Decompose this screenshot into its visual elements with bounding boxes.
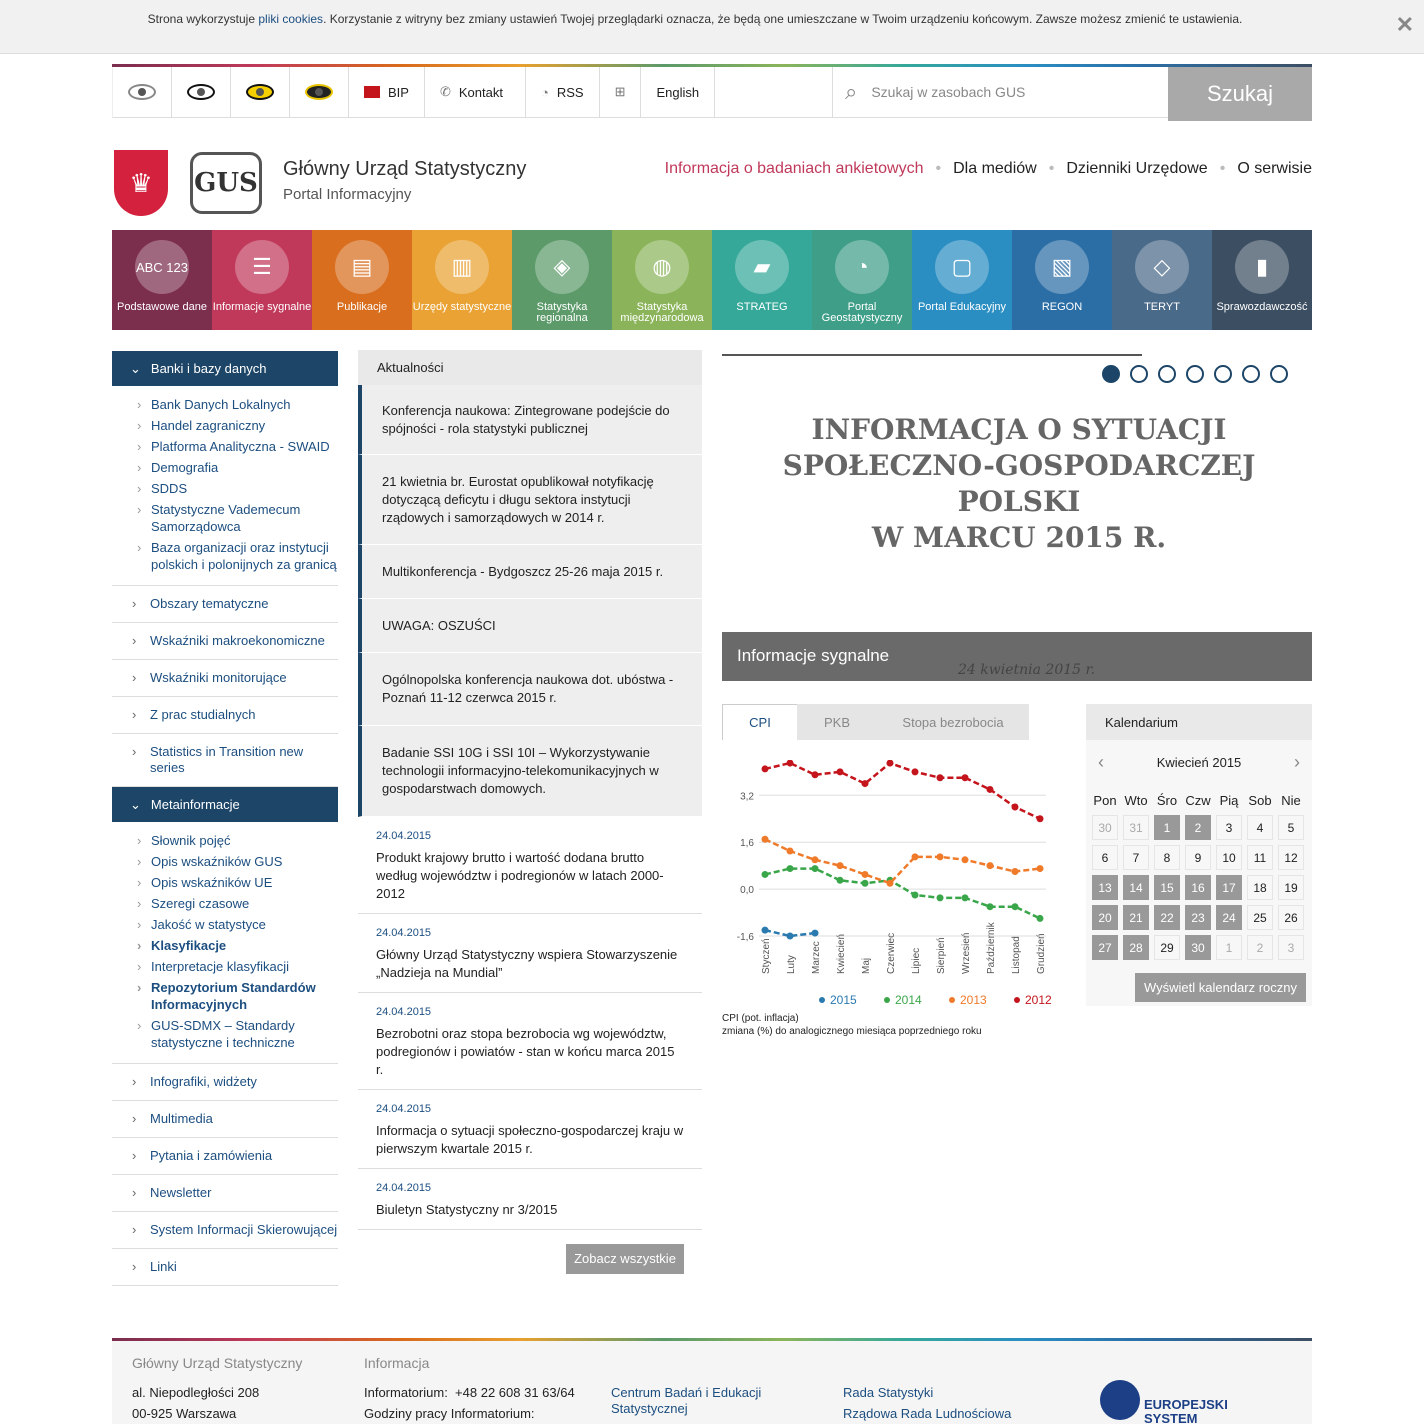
tile-icon: ▢ (935, 240, 989, 294)
calendar-day[interactable]: 16 (1185, 875, 1211, 900)
data-point (862, 880, 869, 887)
sidebar-link[interactable]: › Repozytorium Standardów Informacyjnych (137, 977, 338, 1015)
calendar-dayname: Śro (1156, 792, 1178, 808)
sidebar-link[interactable]: › Handel zagraniczny (137, 415, 338, 436)
top-nav: Informacja o badaniach ankietowych • Dla mediów • Dzienniki Urzędowe • O serwisie (664, 160, 1312, 177)
featured-news-item[interactable]: Ogólnopolska konferencja naukowa dot. ubóstwa - Poznań 11-12 czerwca 2015 r. (358, 653, 702, 726)
news-title: Informacja o sytuacji społeczno-gospodarczej kraju w pierwszym kwartale 2015 r. (376, 1123, 684, 1156)
calendar-day[interactable]: 21 (1123, 905, 1149, 930)
tile-6[interactable] (712, 230, 812, 330)
footer-info: Informacja (364, 1355, 430, 1371)
gus-logo[interactable]: GUS (190, 152, 262, 214)
data-point (962, 894, 969, 901)
sidebar-link[interactable]: › Klasyfikacje (137, 935, 338, 956)
nav-o-serwisie[interactable]: O serwisie (1237, 160, 1312, 177)
eye-icon (305, 84, 333, 100)
data-point (812, 771, 819, 778)
tile-0[interactable] (112, 230, 212, 330)
slider-dot[interactable] (1242, 365, 1260, 383)
footer-address: al. Niepodległości 208 (132, 1385, 260, 1400)
calendar-day[interactable]: 15 (1154, 875, 1180, 900)
sidebar-link[interactable]: › Jakość w statystyce (137, 914, 338, 935)
eu-stars-icon (1100, 1380, 1140, 1420)
news-title: Bezrobotni oraz stopa bezrobocia wg województw, podregionów i powiatów - stan w końcu marca 2015 r. (376, 1026, 675, 1077)
calendar-day: 8 (1154, 845, 1180, 870)
data-point (1037, 915, 1044, 922)
chevron-down-icon: ⌄ (130, 360, 141, 376)
news-item[interactable] (358, 817, 702, 914)
sidebar-link[interactable]: › Słownik pojęć (137, 830, 338, 851)
tile-icon: ◔ (835, 240, 889, 294)
data-point (812, 930, 819, 937)
calendar-day[interactable]: 17 (1216, 875, 1242, 900)
banki-list (112, 386, 338, 586)
calendar-day[interactable]: 23 (1185, 905, 1211, 930)
search-button[interactable]: Szukaj (1168, 67, 1312, 121)
featured-news-item[interactable]: Multikonferencja - Bydgoszcz 25-26 maja 2015 r. (358, 545, 702, 599)
site-subtitle: Portal Informacyjny (283, 186, 412, 203)
featured-news-item[interactable]: UWAGA: OSZUŚCI (358, 599, 702, 653)
sidebar-item[interactable]: › Wskaźniki monitorujące (112, 660, 338, 697)
next-month-icon[interactable]: › (1294, 752, 1300, 772)
indicator-tabs (722, 704, 1029, 740)
y-tick-label: 0,0 (740, 885, 754, 897)
sidebar-section-banki[interactable]: ⌄ Banki i bazy danych (112, 351, 338, 386)
cookie-bar (0, 0, 1424, 54)
eagle-emblem-icon[interactable]: ♛ (114, 150, 168, 216)
x-tick-label: Styczeń (761, 938, 772, 974)
slide-headline[interactable]: INFORMACJA O SYTUACJI SPOŁECZNO-GOSPODARCZEJ POLSKI W MARCU 2015 R. (782, 413, 1256, 554)
data-point (937, 894, 944, 901)
data-point (812, 856, 819, 863)
sidebar-link[interactable]: › SDDS (137, 478, 338, 499)
sidebar-item[interactable]: › Pytania i zamówienia (112, 1138, 338, 1175)
sidebar-item[interactable]: › Wskaźniki makroekonomiczne (112, 623, 338, 660)
news-item[interactable] (358, 1169, 702, 1230)
news-title: Biuletyn Statystyczny nr 3/2015 (376, 1202, 558, 1217)
tile-label: Urzędy statystyczne (412, 301, 512, 313)
calendar-dayname: Pon (1093, 792, 1117, 808)
calendar-day[interactable]: 2 (1185, 815, 1211, 840)
sidebar-item[interactable]: › Statistics in Transition new series (112, 734, 338, 787)
slider-dots (1102, 365, 1288, 383)
footer-hours: Godziny pracy Informatorium: (364, 1406, 535, 1421)
sidebar-item[interactable]: › Newsletter (112, 1175, 338, 1212)
see-all-button[interactable]: Zobacz wszystkie (566, 1244, 684, 1274)
sidebar-link[interactable]: › Opis wskaźników GUS (137, 851, 338, 872)
data-point (837, 862, 844, 869)
data-point (987, 862, 994, 869)
data-point (762, 927, 769, 934)
calendar-month: Kwiecień 2015 (1156, 755, 1242, 770)
chevron-down-icon: ⌄ (130, 796, 141, 812)
calendar-day[interactable]: 14 (1123, 875, 1149, 900)
tile-label: Sprawozdawczość (1216, 301, 1308, 313)
calendar-dayname: Sob (1248, 792, 1272, 808)
data-point (787, 865, 794, 872)
x-tick-label: Marzec (811, 941, 822, 974)
data-point (812, 865, 819, 872)
slider-dot[interactable] (1186, 365, 1204, 383)
legend-marker (949, 997, 955, 1003)
cookies-link[interactable]: pliki cookies (258, 12, 324, 26)
tile-label: REGON (1041, 301, 1083, 313)
data-point (762, 871, 769, 878)
data-point (837, 877, 844, 884)
data-point (912, 891, 919, 898)
sidebar-item[interactable]: › Linki (112, 1249, 338, 1286)
calendar-day[interactable]: 22 (1154, 905, 1180, 930)
news-date: 24.04.2015 (376, 927, 432, 939)
news-date: 24.04.2015 (376, 1103, 432, 1115)
calendar-day: 6 (1092, 845, 1118, 870)
sidebar-item[interactable]: › System Informacji Skierowującej (112, 1212, 338, 1249)
tile-label: STRATEG (736, 301, 788, 313)
x-tick-label: Sierpień (936, 937, 947, 974)
calendar-day: 2 (1247, 935, 1273, 960)
data-point (987, 903, 994, 910)
calendar-day: 1 (1216, 935, 1242, 960)
sidebar-link[interactable]: › Platforma Analityczna - SWAID (137, 436, 338, 457)
tile-icon: ◇ (1135, 240, 1189, 294)
rss-icon: ◔ (540, 84, 549, 100)
footer-link-rada[interactable]: Rada Statystyki (843, 1385, 934, 1400)
x-tick-label: Luty (786, 955, 797, 974)
contrast-default-button[interactable] (113, 67, 172, 117)
cpi-chart-svg (722, 760, 1072, 1010)
tile-label: Portal Geostatystyczny (821, 301, 903, 324)
tile-label: Statystyka międzynarodowa (620, 301, 704, 324)
calendar-day[interactable]: 13 (1092, 875, 1118, 900)
data-point (1037, 815, 1044, 822)
sidebar-link[interactable]: › Statystyczne Vademecum Samorządowca (137, 499, 338, 537)
legend-label: 2015 (830, 993, 857, 1007)
tile-icon: ◍ (635, 240, 689, 294)
series-line-2014 (765, 869, 1040, 919)
data-point (1012, 903, 1019, 910)
calendar-day[interactable]: 27 (1092, 935, 1118, 960)
calendar-day: 9 (1185, 845, 1211, 870)
calendar-day[interactable]: 24 (1216, 905, 1242, 930)
featured-news-item[interactable]: Badanie SSI 10G i SSI 10I – Wykorzystywanie technologii informacyjno-telekomunikacyjnych w gospodarstwach domowych. (358, 726, 702, 817)
tile-8[interactable] (912, 230, 1012, 330)
top-toolbar (112, 64, 1312, 118)
data-point (887, 880, 894, 887)
eye-icon (246, 84, 274, 100)
tile-icon: ▧ (1035, 240, 1089, 294)
footer-link-rrl[interactable]: Rządowa Rada Ludnościowa (843, 1406, 1012, 1421)
sitemap-link[interactable] (600, 67, 642, 117)
calendar-day: 31 (1123, 815, 1149, 840)
data-point (912, 853, 919, 860)
calendar-day[interactable]: 28 (1123, 935, 1149, 960)
data-point (962, 774, 969, 781)
contrast-black-yellow-button[interactable] (290, 67, 349, 117)
legend-label: 2014 (895, 993, 922, 1007)
sidebar-item[interactable]: › Infografiki, widżety (112, 1064, 338, 1101)
category-tiles (112, 230, 1312, 330)
tab-pkb[interactable]: PKB (797, 704, 877, 740)
series-line-2013 (765, 839, 1040, 883)
x-tick-label: Październik (986, 922, 997, 974)
news-header: Aktualności (358, 350, 702, 385)
calendar-day: 3 (1278, 935, 1304, 960)
sidebar-link[interactable]: › Baza organizacji oraz instytucji polskich i polonijnych za granicą (137, 537, 338, 575)
tile-label: Portal Edukacyjny (917, 301, 1007, 313)
calendar-day: 12 (1278, 845, 1304, 870)
news-title: Produkt krajowy brutto i wartość dodana brutto według województw i podregionów w latach 2000-2012 (376, 850, 664, 901)
cpi-chart (722, 760, 1072, 1045)
ess-logo-text[interactable]: EUROPEJSKI SYSTEM (1144, 1397, 1228, 1426)
tile-1[interactable] (212, 230, 312, 330)
footer-phone: Informatorium: +48 22 608 31 63/64 (364, 1385, 575, 1400)
search-input[interactable]: ⌕ Szukaj w zasobach GUS (832, 67, 1168, 118)
signal-banner[interactable]: Informacje sygnalne 24 kwietnia 2015 r. (722, 632, 1312, 681)
tab-cpi[interactable]: CPI (722, 704, 797, 740)
phone-icon: ✆ (439, 84, 451, 99)
prev-month-icon[interactable]: ‹ (1098, 752, 1104, 772)
sitemap-icon: ⊞ (614, 84, 626, 99)
calendar-day: 3 (1216, 815, 1242, 840)
sidebar (112, 351, 338, 1286)
data-point (762, 836, 769, 843)
x-tick-label: Kwiecień (836, 933, 847, 974)
data-point (1012, 868, 1019, 875)
data-point (862, 871, 869, 878)
calendar-day[interactable]: 20 (1092, 905, 1118, 930)
calendar-day[interactable]: 30 (1185, 935, 1211, 960)
sidebar-link[interactable]: › Opis wskaźników UE (137, 872, 338, 893)
tile-icon: ▤ (335, 240, 389, 294)
x-tick-label: Maj (861, 957, 872, 974)
calendar (1086, 704, 1312, 1006)
calendar-grid (1087, 785, 1309, 965)
sidebar-link[interactable]: › Interpretacje klasyfikacji (137, 956, 338, 977)
data-point (912, 768, 919, 775)
search-icon: ⌕ (845, 79, 858, 104)
legend-marker (1014, 997, 1020, 1003)
slider-dot[interactable] (1270, 365, 1288, 383)
featured-news-item[interactable]: Konferencja naukowa: Zintegrowane podejście do spójności - rola statystyki publicznej (358, 385, 702, 455)
calendar-day[interactable]: 1 (1154, 815, 1180, 840)
calendar-header: Kalendarium (1086, 704, 1312, 740)
x-tick-label: Czerwiec (886, 932, 897, 974)
legend-label: 2013 (960, 993, 987, 1007)
slider-dot[interactable] (1130, 365, 1148, 383)
calendar-day: 25 (1247, 905, 1273, 930)
news-date: 24.04.2015 (376, 830, 432, 842)
footer-org: Główny Urząd Statystyczny (132, 1355, 303, 1371)
sidebar-item[interactable]: › Obszary tematyczne (112, 586, 338, 623)
header (112, 150, 1312, 216)
x-tick-label: Wrzesień (961, 932, 972, 974)
news-date: 24.04.2015 (376, 1006, 432, 1018)
slider-dot[interactable] (1158, 365, 1176, 383)
news-item[interactable] (358, 1090, 702, 1169)
sidebar-link[interactable]: › Demografia (137, 457, 338, 478)
data-point (987, 786, 994, 793)
tile-7[interactable] (812, 230, 912, 330)
legend-label: 2012 (1025, 993, 1052, 1007)
tile-icon: ☰ (235, 240, 289, 294)
sidebar-item[interactable]: › Z prac studialnych (112, 697, 338, 734)
contrast-yellow-black-button[interactable] (231, 67, 290, 117)
y-tick-label: 3,2 (740, 791, 754, 803)
year-calendar-button[interactable]: Wyświetl kalendarz roczny (1135, 973, 1306, 1002)
data-point (762, 765, 769, 772)
calendar-day: 10 (1216, 845, 1242, 870)
calendar-dayname: Nie (1281, 792, 1301, 808)
data-point (887, 760, 894, 767)
sidebar-link[interactable]: › GUS-SDMX – Standardy statystyczne i techniczne (137, 1015, 338, 1053)
calendar-day: 18 (1247, 875, 1273, 900)
rss-link[interactable]: ◔ RSS (526, 67, 600, 117)
contrast-black-button[interactable] (172, 67, 231, 117)
english-link[interactable]: English (641, 67, 715, 117)
close-icon[interactable]: ✕ (1395, 12, 1414, 37)
tile-5[interactable] (612, 230, 712, 330)
calendar-day: 7 (1123, 845, 1149, 870)
nav-ankiety[interactable]: Informacja o badaniach ankietowych (664, 160, 924, 177)
calendar-day: 29 (1154, 935, 1180, 960)
slider-dot[interactable] (1214, 365, 1232, 383)
calendar-dayname: Wto (1124, 792, 1148, 808)
footer-city: 00-925 Warszawa (132, 1406, 237, 1421)
eye-icon (128, 84, 156, 100)
kontakt-link[interactable]: ✆ Kontakt (425, 67, 526, 117)
tile-3[interactable] (412, 230, 512, 330)
site-title[interactable]: Główny Urząd Statystyczny (283, 158, 527, 180)
calendar-day: 26 (1278, 905, 1304, 930)
nav-media[interactable]: Dla mediów (953, 160, 1037, 177)
data-point (862, 780, 869, 787)
calendar-dayname: Pią (1219, 792, 1239, 808)
data-point (1012, 804, 1019, 811)
slider-dot[interactable] (1102, 365, 1120, 383)
eye-icon (187, 84, 215, 100)
data-point (787, 933, 794, 940)
tile-label: Statystyka regionalna (536, 301, 588, 324)
footer (112, 1338, 1312, 1424)
legend-marker (819, 997, 825, 1003)
tile-icon: ◈ (535, 240, 589, 294)
tile-label: Informacje sygnalne (212, 301, 312, 313)
y-tick-label: 1,6 (740, 838, 754, 850)
chart-caption: CPI (pot. inflacja) zmiana (%) do analogicznego miesiąca poprzedniego roku (722, 1013, 982, 1037)
calendar-dayname: Czw (1185, 792, 1211, 808)
tile-label: Podstawowe dane (117, 301, 207, 313)
calendar-day: 19 (1278, 875, 1304, 900)
tile-icon: ABC 123 (135, 240, 189, 294)
data-point (962, 856, 969, 863)
data-point (937, 774, 944, 781)
nav-dzienniki[interactable]: Dzienniki Urzędowe (1066, 160, 1208, 177)
bip-icon (364, 86, 380, 98)
news-item[interactable] (358, 914, 702, 993)
news-date: 24.04.2015 (376, 1182, 432, 1194)
tile-label: Publikacje (336, 301, 388, 313)
x-tick-label: Grudzień (1036, 933, 1047, 974)
tab-bezrobocie[interactable]: Stopa bezrobocia (877, 704, 1029, 740)
tile-4[interactable] (512, 230, 612, 330)
cookie-text: Strona wykorzystuje pliki cookies. Korzystanie z witryny bez zmiany ustawień Twojej przeglądarki oznacza, że będą one umieszczane w Twoim urządzeniu końcowym. Zawsze możesz zmienić te ustawienia. (147, 12, 1243, 26)
data-point (1037, 865, 1044, 872)
sidebar-link[interactable]: › Szeregi czasowe (137, 893, 338, 914)
tile-10[interactable] (1112, 230, 1212, 330)
search (715, 67, 1312, 117)
data-point (937, 853, 944, 860)
tile-9[interactable] (1012, 230, 1112, 330)
tile-icon: ▮ (1235, 240, 1289, 294)
sidebar-link[interactable]: › Bank Danych Lokalnych (137, 394, 338, 415)
news-item[interactable] (358, 993, 702, 1090)
data-point (787, 848, 794, 855)
bip-link[interactable]: BIP (349, 67, 425, 117)
news (358, 350, 702, 1274)
y-tick-label: -1,6 (736, 932, 754, 943)
legend-marker (884, 997, 890, 1003)
slider (722, 354, 1312, 554)
meta-list (112, 822, 338, 1064)
tile-11[interactable] (1212, 230, 1312, 330)
calendar-day: 30 (1092, 815, 1118, 840)
tile-label: TERYT (1144, 301, 1180, 313)
featured-news-item[interactable]: 21 kwietnia br. Eurostat opublikował notyfikację dotyczącą deficytu i długu sektora instytucji rządowych i samorządowych w 2014 r. (358, 455, 702, 545)
sidebar-section-meta[interactable]: ⌄ Metainformacje (112, 787, 338, 822)
calendar-day: 4 (1247, 815, 1273, 840)
calendar-day: 11 (1247, 845, 1273, 870)
sidebar-item[interactable]: › Multimedia (112, 1101, 338, 1138)
news-title: Główny Urząd Statystyczny wspiera Stowarzyszenie „Nadzieja na Mundial” (376, 947, 678, 980)
series-line-2012 (765, 763, 1040, 819)
tile-icon: ▥ (435, 240, 489, 294)
tile-2[interactable] (312, 230, 412, 330)
calendar-day: 5 (1278, 815, 1304, 840)
data-point (837, 768, 844, 775)
x-tick-label: Listopad (1011, 936, 1022, 974)
x-tick-label: Lipiec (911, 947, 922, 974)
footer-link-centrum[interactable]: Centrum Badań i Edukacji Statystycznej (611, 1385, 762, 1416)
tile-icon: ▰ (735, 240, 789, 294)
